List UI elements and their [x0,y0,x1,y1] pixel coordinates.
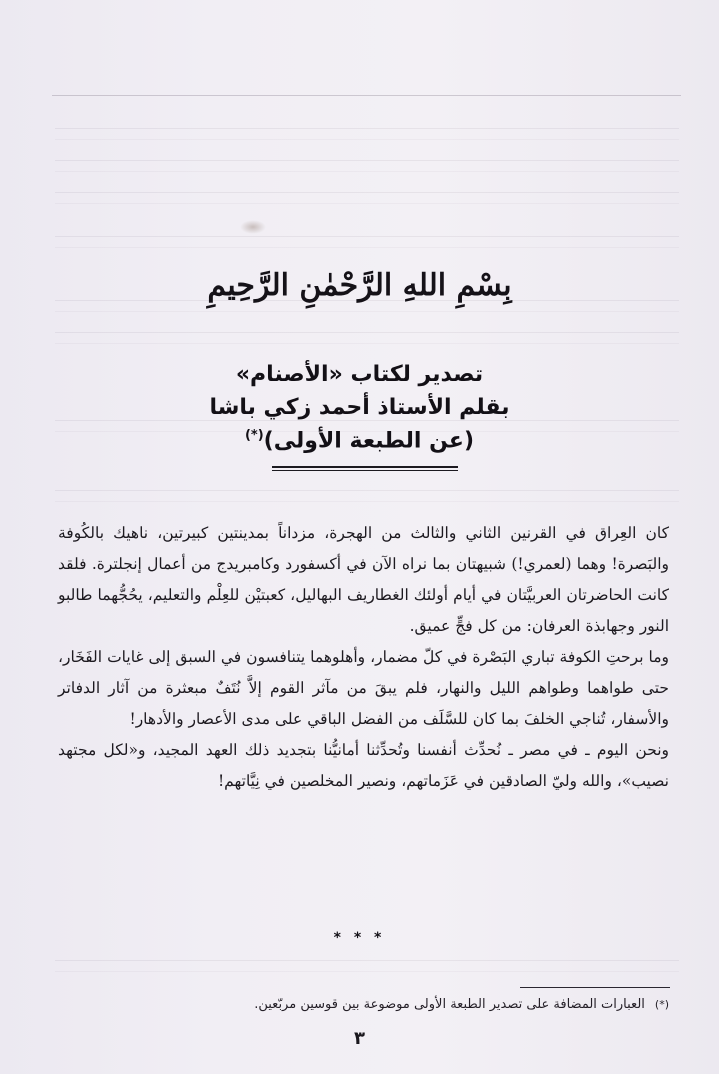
footnote-reference: (*) [244,428,264,443]
footnote-mark: (*) [654,998,669,1011]
edition-line [0,428,719,453]
basmala-text: بِسْمِ اللهِ الرَّحْمٰنِ الرَّحِيمِ [207,268,512,303]
edition-text: (عن الطبعة الأولى) [263,428,475,454]
paper-smudge [240,220,266,234]
author-line: بقلم الأستاذ أحمد زكي باشا [209,395,510,420]
title-underline [272,466,458,468]
show-through-line [55,128,679,140]
footnote-rule [520,987,670,988]
paragraph-2: وما برحتِ الكوفة تباري البَصْرة في كلّ مضمار، وأهلوهما يتنافسون في السبق إلى غايات الفَخَار، حتى طواهما وطواهم الليل والنهار، فلم يبقَ من مآثر القوم إلاَّ نُتَفٌ مبعثرة من آثار الدفاتر والأسفار، تُناجي الخلفَ بما كان للسَّلَف من الفضل الباقي على مدى الأعصار والأدهار! [58,648,669,728]
body-text [58,518,669,797]
show-through-line [55,332,679,344]
chapter-title: تصدير لكتاب «الأصنام» [235,362,484,387]
show-through-line [55,960,679,972]
show-through-line [55,490,679,502]
section-separator: * * * [333,930,386,946]
show-through-line [55,192,679,204]
show-through-line [55,236,679,248]
title-underline-thin [272,470,458,471]
paragraph-3: ونحن اليوم ـ في مصر ـ نُحدِّث أنفسنا وتُحدِّثنا أمانيُّنا بتجديد ذلك العهد المجيد، و«لكل مجتهد نصيب»، والله وليّ الصادقين في عَزَماتهم، ونصير المخلصين في نِيَّاتهم! [58,741,669,790]
footnote-text: العبارات المضافة على تصدير الطبعة الأولى موضوعة بين قوسين مربّعين. [254,997,645,1012]
paragraph-1: كان العِراق في القرنين الثاني والثالث من الهجرة، مزداناً بمدينتين كبيرتين، ناهيك بالكُوفة والبَصرة! وهما (لعمري!) شبيهتان بما نراه الآن في أكسفورد وكامبريدج من أعمال إنجلترة. فلقد كانت الحاضرتان العربيَّتان في أيام أولئك الغطاريف البهاليل، كعبتيْن للعِلْم والتعليم، يحُجُّهما طالبو النور وجهابذة العرفان: من كل فجٍّ عميق. [58,524,669,635]
footnote [58,997,669,1012]
show-through-line [55,160,679,172]
show-through-header-rule [52,95,681,96]
page-number: ٣ [354,1028,365,1049]
basmala-calligraphy [0,268,719,303]
